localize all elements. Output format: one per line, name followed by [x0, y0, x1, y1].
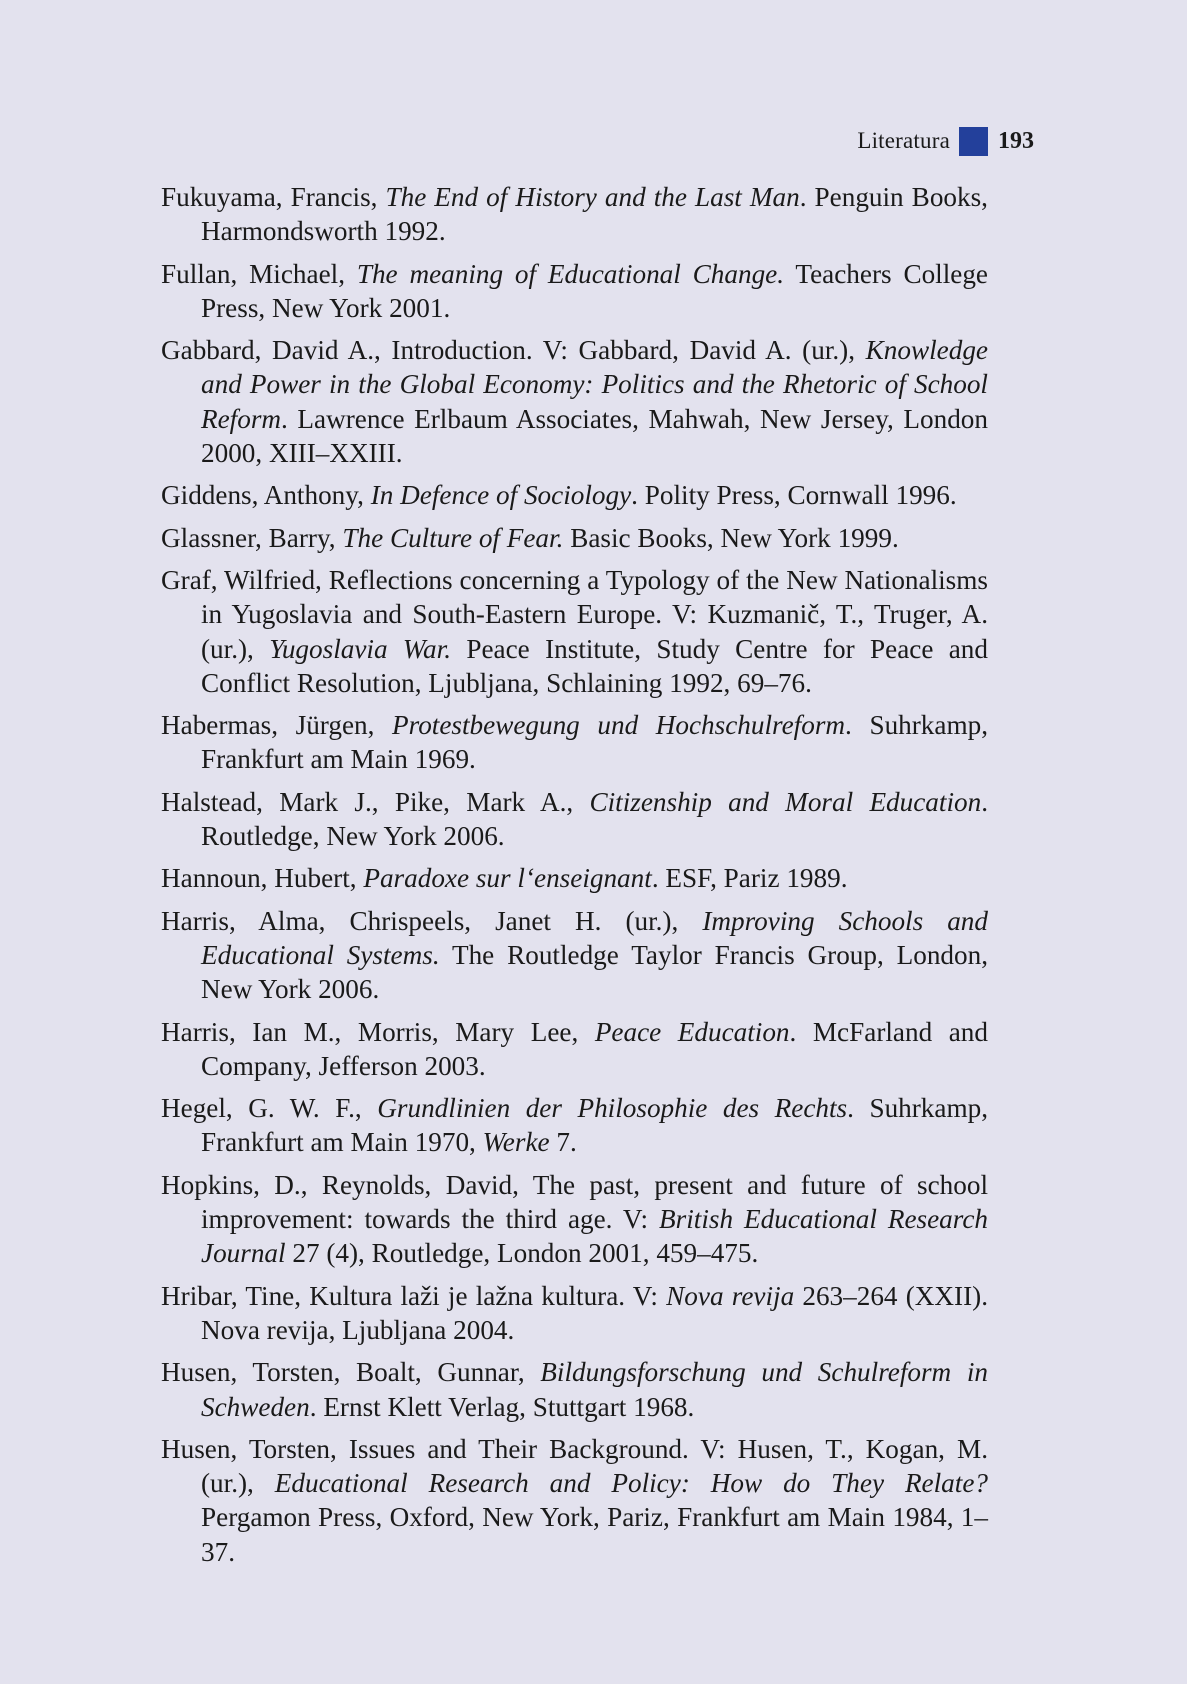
reference-text: . Polity Press, Cornwall 1996.	[631, 480, 957, 511]
reference-text: . McFarland and Company, Jefferson 2003.	[201, 1016, 988, 1081]
reference-text: . Penguin Books, Harmondsworth 1992.	[201, 182, 988, 247]
reference-title: British Educational Research Journal	[201, 1204, 988, 1269]
reference-list	[161, 180, 988, 1577]
reference-title: Nova revija	[666, 1280, 795, 1311]
reference-title: Bildungsforschung und Schulreform in Schweden	[201, 1357, 988, 1422]
reference-text: 27 (4), Routledge, London 2001, 459–475.	[285, 1238, 759, 1269]
reference-entry	[161, 1168, 988, 1271]
reference-title: Grundlinien der Philosophie des Rechts	[377, 1093, 848, 1124]
reference-title: Werke	[482, 1127, 550, 1158]
reference-title: Improving Schools and Educational Systems.	[201, 905, 988, 970]
reference-title: The meaning of Educational Change.	[356, 258, 785, 289]
reference-text: Pergamon Press, Oxford, New York, Pariz, Frankfurt am Main 1984, 1–37.	[201, 1502, 988, 1567]
reference-title: Citizenship and Moral Education	[589, 786, 982, 817]
reference-entry	[161, 785, 988, 854]
reference-title: The End of History and the Last Man	[385, 182, 800, 212]
reference-entry	[161, 1432, 988, 1569]
reference-text: Hopkins, D., Reynolds, David, The past, present and future of school improvement: towards the third age. V:	[161, 1169, 988, 1235]
reference-text: Peace Institute, Study Centre for Peace and Conflict Resolution, Ljubljana, Schlaining 1992, 69–76.	[201, 633, 988, 698]
reference-entry	[161, 1279, 988, 1348]
reference-entry	[161, 904, 988, 1007]
reference-text: . Routledge, New York 2006.	[201, 786, 988, 852]
reference-text: 263–264 (XXII). Nova revija, Ljubljana 2004.	[201, 1280, 989, 1345]
page-number: 193	[998, 127, 1034, 154]
reference-title: Knowledge and Power in the Global Economy: Politics and the Rhetoric of School Reform	[201, 335, 988, 434]
reference-text: Harris, Alma, Chrispeels, Janet H. (ur.),	[161, 905, 703, 936]
reference-text: . Suhrkamp, Frankfurt am Main 1969.	[201, 710, 989, 775]
reference-text: 7.	[549, 1127, 577, 1158]
reference-title: Protestbewegung und Hochschulreform	[392, 710, 846, 741]
reference-entry	[161, 708, 988, 777]
running-header	[857, 124, 1034, 158]
reference-text: . Lawrence Erlbaum Associates, Mahwah, New Jersey, London 2000, XIII–XXIII.	[201, 403, 988, 469]
reference-entry	[161, 861, 988, 895]
reference-title: Peace Education	[594, 1016, 790, 1047]
reference-text: Halstead, Mark J., Pike, Mark A.,	[161, 786, 590, 817]
reference-text: Husen, Torsten, Boalt, Gunnar,	[161, 1357, 541, 1388]
reference-text: Husen, Torsten, Issues and Their Background. V: Husen, T., Kogan, M. (ur.),	[161, 1433, 988, 1499]
reference-text: Basic Books, New York 1999.	[563, 522, 899, 553]
reference-entry	[161, 333, 988, 470]
reference-entry	[161, 180, 988, 249]
reference-text: Giddens, Anthony,	[161, 480, 371, 511]
reference-text: . Suhrkamp, Frankfurt am Main 1970,	[201, 1093, 989, 1158]
reference-text: Habermas, Jürgen,	[161, 710, 393, 741]
reference-text: Graf, Wilfried, Reflections concerning a Typology of the New Nationalisms in Yugoslavia and South-Eastern Europe. V: Kuzmanič, T., Truger, A. (ur.),	[161, 564, 988, 664]
reference-title: In Defence of Sociology	[370, 480, 632, 511]
reference-text: Fukuyama, Francis,	[161, 182, 386, 212]
header-accent-square	[959, 127, 988, 156]
reference-text: Teachers College Press, New York 2001.	[201, 258, 989, 323]
reference-text: . ESF, Pariz 1989.	[651, 863, 848, 894]
reference-title: Yugoslavia War.	[269, 633, 452, 664]
reference-text: Glassner, Barry,	[161, 522, 343, 553]
reference-text: Hannoun, Hubert,	[161, 863, 364, 894]
reference-entry	[161, 478, 988, 512]
reference-entry	[161, 257, 988, 326]
reference-text: Gabbard, David A., Introduction. V: Gabbard, David A. (ur.),	[161, 335, 866, 366]
reference-entry	[161, 1015, 988, 1084]
reference-entry	[161, 563, 988, 700]
reference-text: Harris, Ian M., Morris, Mary Lee,	[161, 1016, 595, 1047]
reference-title: The Culture of Fear.	[342, 522, 564, 553]
running-title: Literatura	[857, 128, 950, 153]
reference-text: The Routledge Taylor Francis Group, London, New York 2006.	[201, 939, 988, 1005]
reference-title: Paradoxe sur l‘enseignant	[363, 863, 652, 894]
reference-text: Fullan, Michael,	[161, 258, 357, 289]
reference-entry	[161, 1091, 988, 1160]
reference-entry	[161, 1355, 988, 1424]
reference-text: . Ernst Klett Verlag, Stuttgart 1968.	[309, 1391, 695, 1422]
reference-text: Hegel, G. W. F.,	[161, 1093, 378, 1124]
reference-entry	[161, 521, 988, 555]
reference-text: Hribar, Tine, Kultura laži je lažna kultura. V:	[161, 1280, 667, 1311]
reference-title: Educational Research and Policy: How do They Relate?	[274, 1468, 988, 1499]
